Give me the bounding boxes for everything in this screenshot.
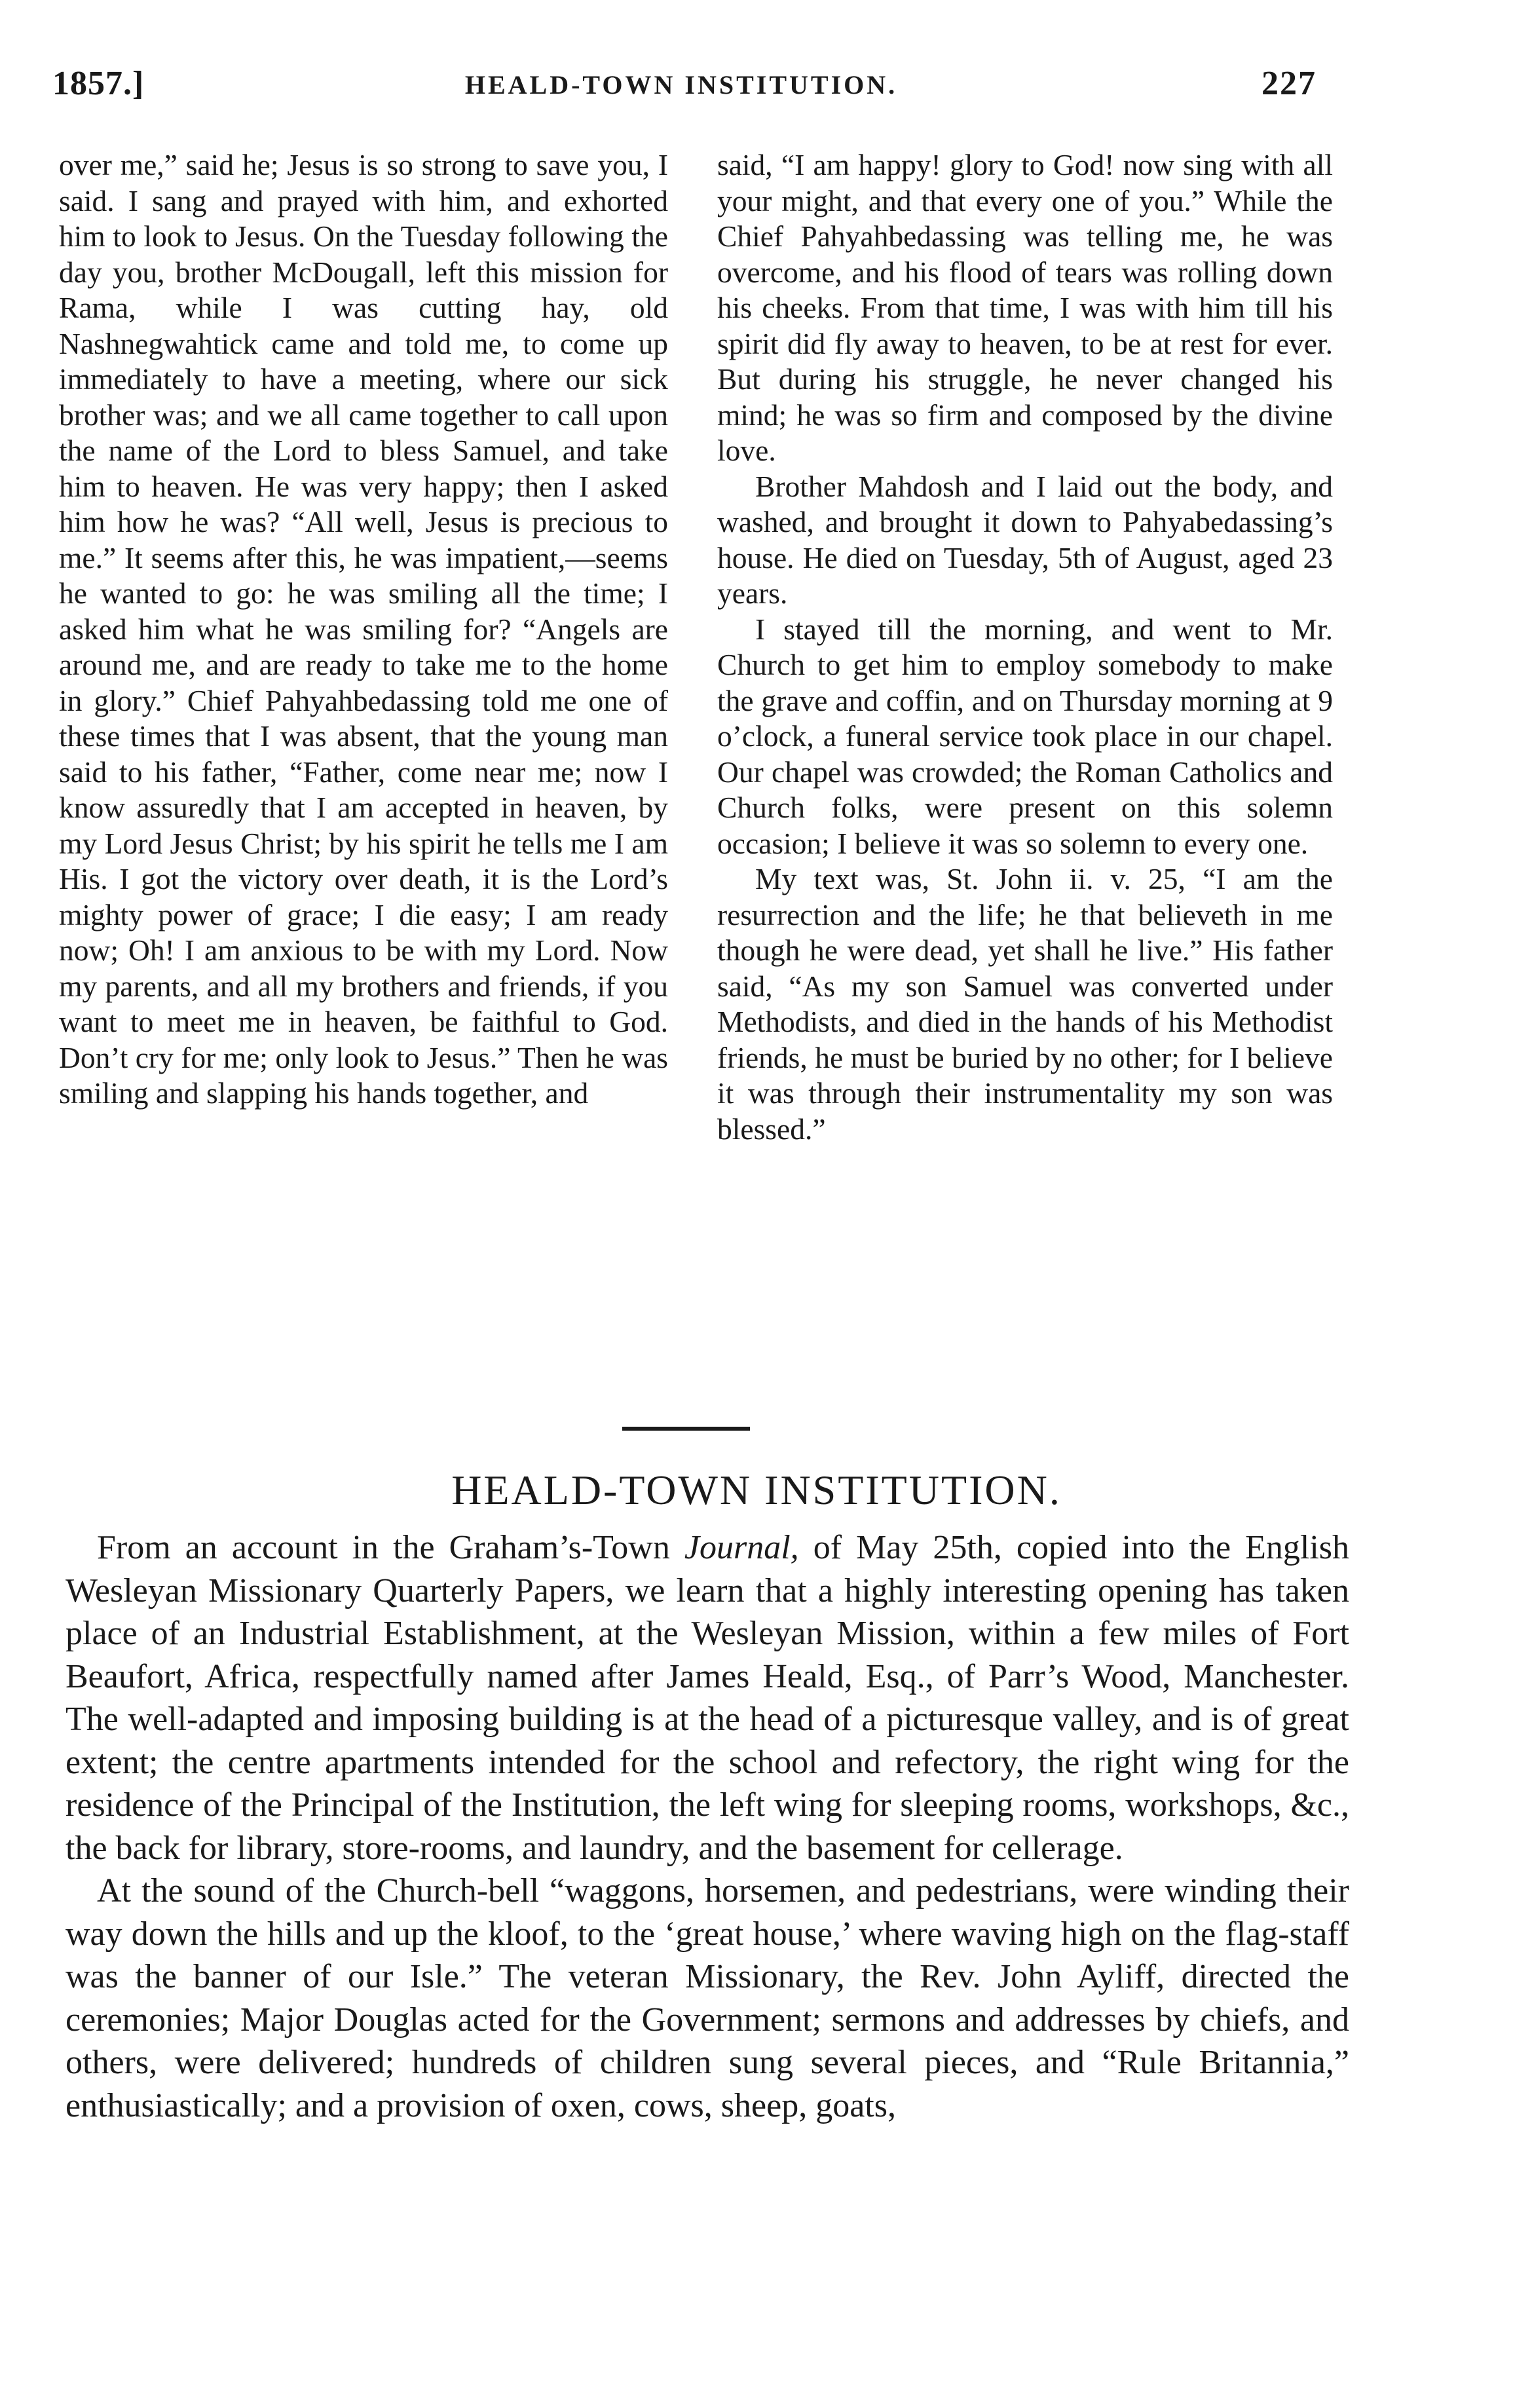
right-paragraph-1: said, “I am happy! glory to God! now sing with all your might, and that every one of you.” While the Chief Pahyahbedassing was telling me, he was overcome, and his flood of tears was rolling down his cheeks. From that time, I was with him till his spirit did fly away to heaven, to be at rest for ever. But during his struggle, he never changed his mind; he was so firm and composed by the divine love.: [717, 148, 1333, 467]
section-divider: [622, 1427, 750, 1431]
header-title: HEALD-TOWN INSTITUTION.: [464, 70, 898, 100]
section-p1-rest: of May 25th, copied into the English Wesleyan Missionary Quarterly Papers, we learn that a highly interesting opening has taken place of an Industrial Establishment, at the Wesleyan Mission, within a few miles of Fort Beaufort, Africa, respectfully named after James Heald, Esq., of Parr’s Wood, Manchester. The well-adapted and imposing building is at the head of a picturesque valley, and is of great extent; the centre apartments intended for the school and refectory, the right wing for the residence of the Principal of the Institution, the left wing for sleeping rooms, workshops, &c., the back for library, store-rooms, and laundry, and the basement for cellerage.: [65, 1529, 1349, 1867]
right-paragraph-4: My text was, St. John ii. v. 25, “I am the resurrection and the life; he that believeth in me though he were dead, yet shall he live.” His father said, “As my son Samuel was converted under Methodists, and died in the hands of his Methodist friends, he must be buried by no other; for I believe it was through their instrumentality my son was blessed.”: [717, 862, 1333, 1146]
right-paragraph-2: Brother Mahdosh and I laid out the body, and washed, and brought it down to Pahyabedassing’s house. He died on Tuesday, 5th of August, aged 23 years.: [717, 469, 1333, 610]
section-p1-lead: From an account in the Graham’s-Town: [97, 1529, 684, 1566]
journal-title: Journal,: [684, 1529, 799, 1566]
section-body: [65, 1526, 1349, 2127]
header-year: 1857.]: [52, 65, 145, 102]
page-number: 227: [1261, 65, 1317, 102]
right-column: [717, 147, 1333, 1147]
running-header: [46, 64, 1317, 110]
right-paragraph-3: I stayed till the morning, and went to Mr. Church to get him to employ somebody to make the grave and coffin, and on Thursday morning at 9 o’clock, a funeral service took place in our chapel. Our chapel was crowded; the Roman Catholics and Church folks, were present on this solemn occasion; I believe it was so solemn to every one.: [717, 612, 1333, 860]
left-paragraph-1: over me,” said he; Jesus is so strong to save you, I said. I sang and prayed with him, and exhorted him to look to Jesus. On the Tuesday following the day you, brother McDougall, left this mission for Rama, while I was cutting hay, old Nashnegwahtick came and told me, to come up immediately to have a meeting, where our sick brother was; and we all came together to call upon the name of the Lord to bless Samuel, and take him to heaven. He was very happy; then I asked him how he was? “All well, Jesus is precious to me.” It seems after this, he was impatient,—seems he wanted to go: he was smiling all the time; I asked him what he was smiling for? “Angels are around me, and are ready to take me to the home in glory.” Chief Pahyahbedassing told me one of these times that I was absent, that the young man said to his father, “Father, come near me; now I know assuredly that I am accepted in heaven, by my Lord Jesus Christ; by his spirit he tells me I am His. I got the victory over death, it is the Lord’s mighty power of grace; I die easy; I am ready now; Oh! I am anxious to be with my Lord. Now my parents, and all my brothers and friends, if you want to meet me in heaven, be faithful to God. Don’t cry for me; only look to Jesus.” Then he was smiling and slapping his hands together, and: [59, 148, 668, 1110]
section-title: HEALD-TOWN INSTITUTION.: [451, 1467, 1062, 1513]
left-column: [59, 147, 668, 1112]
section-paragraph-2: At the sound of the Church-bell “waggons, horsemen, and pedestrians, were winding their way down the hills and up the kloof, to the ‘great house,’ where waving high on the flag-staff was the banner of our Isle.” The veteran Missionary, the Rev. John Ayliff, directed the ceremonies; Major Douglas acted for the Government; sermons and addresses by chiefs, and others, were delivered; hundreds of children sung several pieces, and “Rule Britannia,” enthusiastically; and a provision of oxen, cows, sheep, goats,: [65, 1872, 1349, 2124]
section-paragraph-1: [65, 1526, 1349, 1870]
